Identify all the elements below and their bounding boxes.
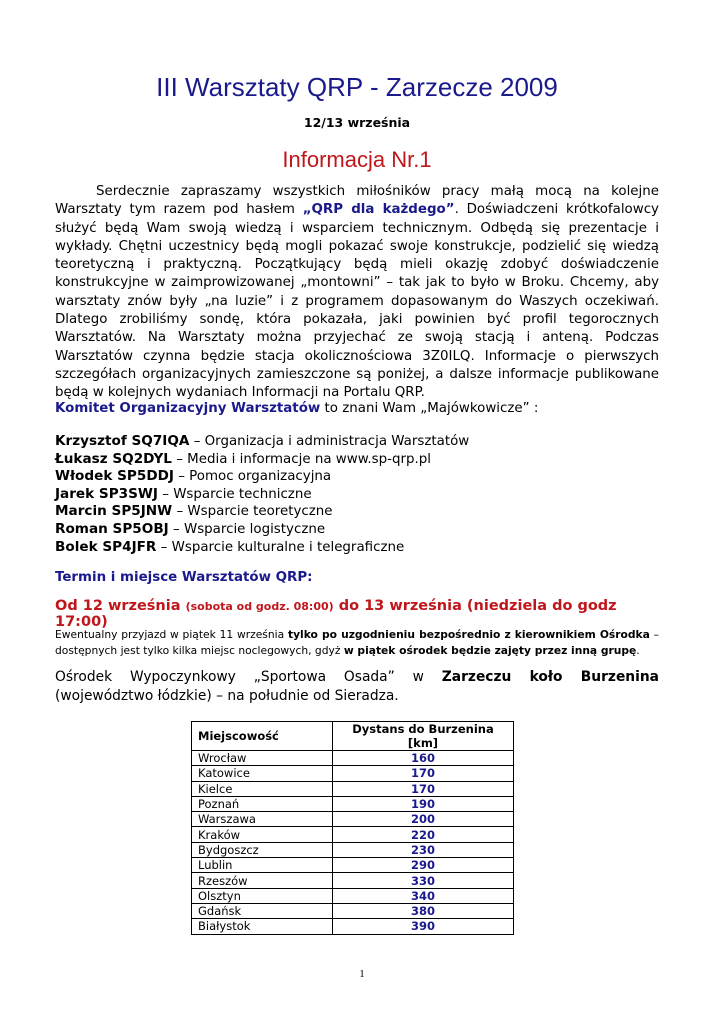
city-cell: Lublin [192, 858, 333, 873]
table-row [192, 751, 514, 766]
distance-cell: 160 [333, 751, 514, 766]
member-item [55, 468, 659, 486]
table-row [192, 766, 514, 781]
arrival-note [55, 627, 659, 659]
venue-paragraph [55, 668, 659, 706]
city-cell: Kraków [192, 827, 333, 842]
committee-heading: Komitet Organizacyjny Warsztatów [55, 401, 321, 416]
term-heading: Termin i miejsce Warsztatów QRP: [55, 570, 313, 585]
city-cell: Wrocław [192, 751, 333, 766]
member-name: Krzysztof SQ7IQA [55, 433, 190, 449]
distance-cell: 230 [333, 842, 514, 857]
city-cell: Warszawa [192, 812, 333, 827]
distance-cell: 340 [333, 888, 514, 903]
note-text-1: Ewentualny przyjazd w piątek 11 września [55, 628, 288, 641]
page-number: 1 [359, 968, 365, 980]
committee-suffix: to znani Wam „Majówkowicze” : [320, 401, 539, 416]
committee-intro [55, 401, 659, 416]
member-item [55, 486, 659, 504]
distance-cell: 200 [333, 812, 514, 827]
info-subtitle: Informacja Nr.1 [282, 147, 432, 172]
event-dates [55, 598, 659, 630]
table-row [192, 888, 514, 903]
table-row [192, 827, 514, 842]
distance-cell: 220 [333, 827, 514, 842]
member-role: – Wsparcie teoretyczne [172, 504, 333, 520]
member-name: Roman SP5OBJ [55, 520, 169, 537]
city-cell: Olsztyn [192, 888, 333, 903]
member-item [55, 451, 659, 469]
table-row [192, 873, 514, 888]
note-bold-1: tylko po uzgodnieniu bezpośrednio z kierownikiem Ośrodka [287, 628, 650, 641]
member-role: – Wsparcie techniczne [157, 486, 312, 502]
table-row [192, 796, 514, 811]
member-role: – Pomoc organizacyjna [173, 469, 332, 485]
member-item [55, 503, 659, 521]
note-text-2: – dostępnych jest tylko kilka miejsc noclegowych, gdyż [55, 628, 659, 657]
dates-start-time: (sobota od godz. 08:00) [185, 600, 334, 613]
intro-text-1: Serdecznie zapraszamy wszystkich miłośników pracy małą mocą na kolejne Warsztaty tym razem pod hasłem [55, 184, 659, 218]
distance-cell: 380 [333, 903, 514, 918]
distance-cell: 290 [333, 858, 514, 873]
dates-end: do 13 września (niedziela do godz 17:00) [55, 598, 617, 630]
distance-cell: 330 [333, 873, 514, 888]
table-row [192, 812, 514, 827]
distance-cell: 190 [333, 796, 514, 811]
header-city: Miejscowość [192, 722, 333, 751]
city-cell: Poznań [192, 796, 333, 811]
city-cell: Białystok [192, 919, 333, 934]
table-row [192, 858, 514, 873]
event-date: 12/13 września [303, 115, 411, 130]
member-role: – Wsparcie kulturalne i telegraficzne [156, 539, 405, 555]
venue-location: Zarzeczu koło Burzenina [441, 669, 659, 685]
member-name: Jarek SP3SWJ [55, 485, 158, 502]
intro-text-2: . Doświadczeni krótkofalowcy służyć będą Wam swoją wiedzą i wsparciem technicznym. Odbędą się prezentacje i wykłady. Chętni uczestnicy będą mogli pokazać swoje konstrukcje, podzielić się wiedzą teoretyczną i praktyczną. Początkujący będą mieli okazję zdobyć doświadczenie konstrukcyjne w zaimprowizowanej „montowni” – tak jak to było w Broku. Chcemy, aby warsztaty znów były „na luzie” i z programem dopasowanym do Waszych oczekiwań. Dlatego zrobiliśmy sondę, która pokazała, jaki powinien być profil tegorocznych Warsztatów. Na Warsztaty można przyjechać ze swoją stacją i anteną. Podczas Warsztatów czynna będzie stacja okolicznościowa 3Z0ILQ. Informacje o pierwszych szczegółach organizacyjnych zamieszczone są poniżej, a dalsze informacje publikowane będą w kolejnych wydaniach Informacji na Portalu QRP. [55, 202, 659, 401]
member-name: Włodek SP5DDJ [55, 468, 174, 485]
page-title: III Warsztaty QRP - Zarzecze 2009 [156, 72, 558, 102]
member-name: Marcin SP5JNW [55, 503, 173, 520]
member-item [55, 539, 659, 557]
table-row [192, 919, 514, 934]
city-cell: Bydgoszcz [192, 842, 333, 857]
distance-cell: 170 [333, 766, 514, 781]
venue-text-2: (województwo łódzkie) – na południe od Sieradza. [55, 688, 399, 704]
distance-cell: 390 [333, 919, 514, 934]
city-cell: Kielce [192, 781, 333, 796]
header-distance: Dystans do Burzenina [km] [333, 722, 514, 751]
table-row [192, 842, 514, 857]
city-cell: Katowice [192, 766, 333, 781]
city-cell: Rzeszów [192, 873, 333, 888]
member-item [55, 433, 659, 451]
distance-cell: 170 [333, 781, 514, 796]
slogan: „QRP dla każdego” [302, 202, 455, 218]
member-role: – Wsparcie logistyczne [168, 521, 326, 537]
table-header-row [192, 722, 514, 751]
table-row [192, 781, 514, 796]
note-text-3: . [636, 644, 640, 657]
member-name: Łukasz SQ2DYL [55, 450, 172, 467]
venue-text-1: Ośrodek Wypoczynkowy „Sportowa Osada” w [55, 669, 442, 685]
committee-members [55, 433, 659, 556]
city-cell: Gdańsk [192, 903, 333, 918]
dates-start: Od 12 września [55, 598, 186, 614]
member-item [55, 521, 659, 539]
table-row [192, 903, 514, 918]
intro-paragraph [55, 183, 659, 403]
member-role: – Media i informacje na www.sp-qrp.pl [171, 451, 431, 467]
member-name: Bolek SP4JFR [55, 538, 157, 555]
member-role: – Organizacja i administracja Warsztatów [189, 434, 470, 449]
note-bold-2: w piątek ośrodek będzie zajęty przez inną grupę [343, 644, 637, 657]
distance-table [191, 721, 514, 935]
